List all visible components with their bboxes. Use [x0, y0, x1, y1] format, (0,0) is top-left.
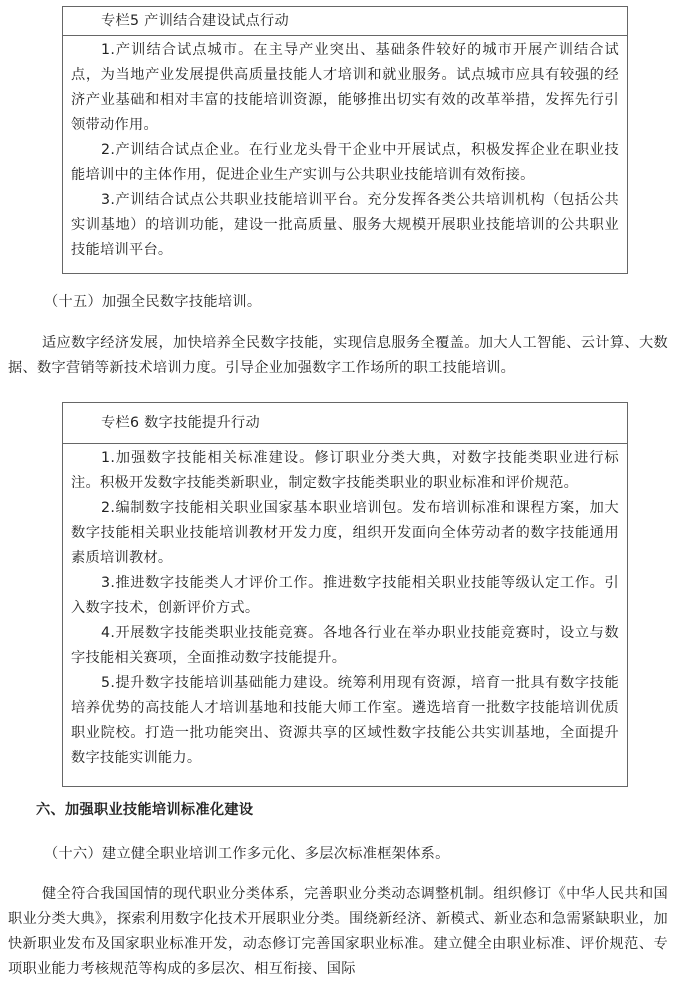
- box6-title: 专栏6 数字技能提升行动: [63, 403, 627, 444]
- section16-heading: （十六）建立健全职业培训工作多元化、多层次标准框架体系。: [44, 846, 450, 862]
- box6-item-5: 5.提升数字技能培训基础能力建设。统筹利用现有资源，培育一批具有数字技能培养优势的高技能人才培训基地和技能大师工作室。遴选培育一批数字技能培训优质职业院校。打造一批功能突出、资源共享的区域性数字技能公共实训基地，全面提升数字技能实训能力。: [71, 675, 619, 766]
- section15-heading: （十五）加强全民数字技能培训。: [44, 294, 262, 310]
- chapter6-heading: 六、加强职业技能培训标准化建设: [36, 802, 254, 818]
- section15-text: 适应数字经济发展，加快培养全民数字技能，实现信息服务全覆盖。加大人工智能、云计算、大数据、数字营销等新技术培训力度。引导企业加强数字工作场所的职工技能培训。: [8, 335, 668, 376]
- box6-item-2: 2.编制数字技能相关职业国家基本职业培训包。发布培训标准和课程方案，加大数字技能相关职业技能培训教材开发力度，组织开发面向全体劳动者的数字技能通用素质培训教材。: [71, 500, 619, 566]
- box5-panel: [62, 6, 628, 274]
- box6-item-4: 4.开展数字技能类职业技能竞赛。各地各行业在举办职业技能竞赛时，设立与数字技能相关赛项，全面推动数字技能提升。: [71, 625, 619, 666]
- section16-text: 健全符合我国国情的现代职业分类体系，完善职业分类动态调整机制。组织修订《中华人民共和国职业分类大典》，探索利用数字化技术开展职业分类。围绕新经济、新模式、新业态和急需紧缺职业，加快新职业发布及国家职业标准开发，动态修订完善国家职业标准。建立健全由职业标准、评价规范、专项职业能力考核规范等构成的多层次、相互衔接、国际: [8, 886, 668, 977]
- box5-body: [63, 36, 627, 265]
- box6-panel: [62, 402, 628, 787]
- box6-item-1: 1.加强数字技能相关标准建设。修订职业分类大典，对数字技能类职业进行标注。积极开发数字技能类新职业，制定数字技能类职业的职业标准和评价规范。: [71, 450, 619, 491]
- box5-title: 专栏5 产训结合建设试点行动: [63, 7, 627, 36]
- box5-item-1: 1.产训结合试点城市。在主导产业突出、基础条件较好的城市开展产训结合试点，为当地产业发展提供高质量技能人才培训和就业服务。试点城市应具有较强的经济产业基础和相对丰富的技能培训资源，能够推出切实有效的改革举措，发挥先行引领带动作用。: [71, 42, 619, 133]
- box6-item-3: 3.推进数字技能类人才评价工作。推进数字技能相关职业技能等级认定工作。引入数字技术，创新评价方式。: [71, 575, 619, 616]
- box6-body: [63, 444, 627, 773]
- box5-item-3: 3.产训结合试点公共职业技能培训平台。充分发挥各类公共培训机构（包括公共实训基地）的培训功能，建设一批高质量、服务大规模开展职业技能培训的公共职业技能培训平台。: [71, 192, 619, 258]
- box5-item-2: 2.产训结合试点企业。在行业龙头骨干企业中开展试点，积极发挥企业在职业技能培训中的主体作用，促进企业生产实训与公共职业技能培训有效衔接。: [71, 142, 619, 183]
